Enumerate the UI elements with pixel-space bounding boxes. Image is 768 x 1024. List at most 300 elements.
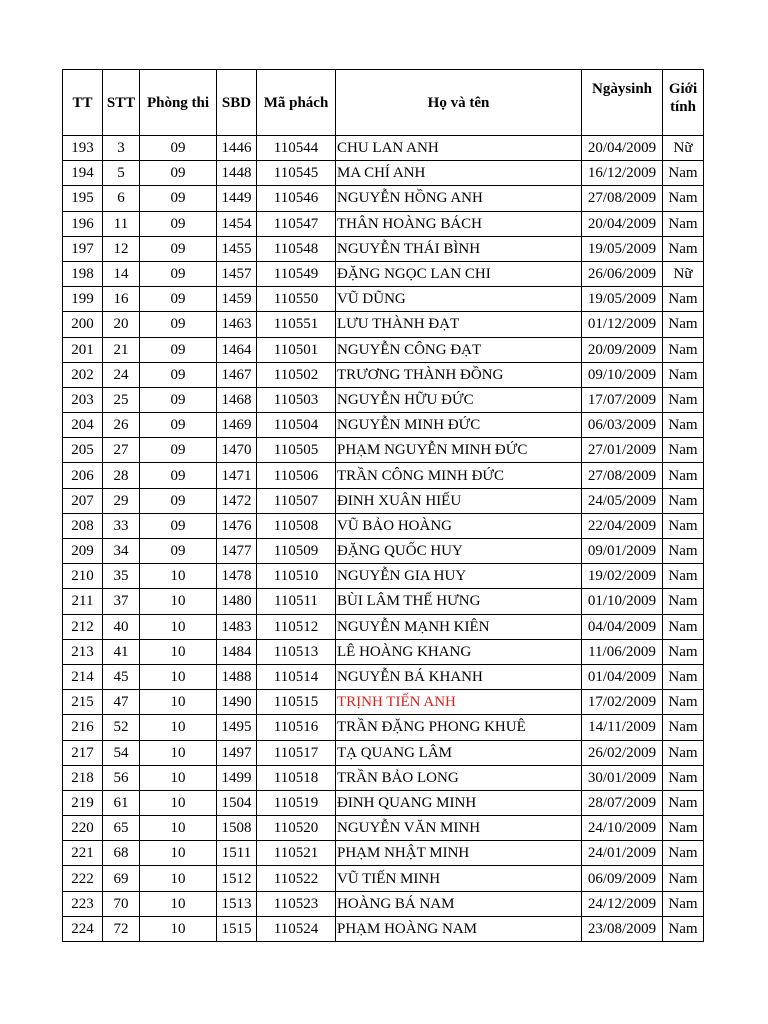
cell-code: 110516 <box>257 715 336 740</box>
cell-birth-date: 04/04/2009 <box>582 614 663 639</box>
cell-room: 09 <box>140 438 217 463</box>
cell-birth-date: 06/09/2009 <box>582 866 663 891</box>
header-tt: TT <box>63 70 103 136</box>
table-row <box>63 261 704 286</box>
cell-full-name: THÂN HOÀNG BÁCH <box>336 211 582 236</box>
cell-full-name: VŨ DŨNG <box>336 287 582 312</box>
cell-full-name: VŨ BẢO HOÀNG <box>336 513 582 538</box>
cell-stt: 33 <box>103 513 140 538</box>
cell-code: 110547 <box>257 211 336 236</box>
cell-tt: 222 <box>63 866 103 891</box>
cell-stt: 12 <box>103 236 140 261</box>
cell-birth-date: 24/12/2009 <box>582 891 663 916</box>
cell-gender: Nam <box>663 287 704 312</box>
cell-sbd: 1508 <box>217 816 257 841</box>
cell-full-name: TRỊNH TIẾN ANH <box>336 690 582 715</box>
cell-full-name: NGUYỄN GIA HUY <box>336 564 582 589</box>
cell-room: 10 <box>140 614 217 639</box>
cell-tt: 220 <box>63 816 103 841</box>
cell-full-name: NGUYỄN HỒNG ANH <box>336 186 582 211</box>
cell-gender: Nam <box>663 236 704 261</box>
cell-sbd: 1457 <box>217 261 257 286</box>
header-row <box>63 70 704 136</box>
cell-birth-date: 11/06/2009 <box>582 639 663 664</box>
header-code: Mã phách <box>257 70 336 136</box>
cell-stt: 3 <box>103 136 140 161</box>
cell-code: 110515 <box>257 690 336 715</box>
cell-full-name: HOÀNG BÁ NAM <box>336 891 582 916</box>
cell-birth-date: 09/10/2009 <box>582 362 663 387</box>
cell-birth-date: 26/06/2009 <box>582 261 663 286</box>
cell-sbd: 1464 <box>217 337 257 362</box>
cell-full-name: NGUYỄN MẠNH KIÊN <box>336 614 582 639</box>
cell-code: 110524 <box>257 916 336 941</box>
cell-sbd: 1476 <box>217 513 257 538</box>
cell-code: 110520 <box>257 816 336 841</box>
cell-gender: Nam <box>663 513 704 538</box>
cell-gender: Nam <box>663 413 704 438</box>
cell-birth-date: 27/01/2009 <box>582 438 663 463</box>
cell-stt: 27 <box>103 438 140 463</box>
cell-code: 110551 <box>257 312 336 337</box>
cell-full-name: NGUYỄN MINH ĐỨC <box>336 413 582 438</box>
cell-gender: Nam <box>663 387 704 412</box>
cell-sbd: 1477 <box>217 539 257 564</box>
cell-birth-date: 20/04/2009 <box>582 211 663 236</box>
table-row <box>63 614 704 639</box>
table-row <box>63 413 704 438</box>
cell-room: 10 <box>140 589 217 614</box>
cell-sbd: 1446 <box>217 136 257 161</box>
table-row <box>63 891 704 916</box>
cell-gender: Nam <box>663 891 704 916</box>
cell-code: 110513 <box>257 639 336 664</box>
cell-sbd: 1515 <box>217 916 257 941</box>
cell-birth-date: 09/01/2009 <box>582 539 663 564</box>
cell-code: 110521 <box>257 841 336 866</box>
cell-sbd: 1471 <box>217 463 257 488</box>
cell-stt: 16 <box>103 287 140 312</box>
cell-gender: Nam <box>663 916 704 941</box>
cell-stt: 6 <box>103 186 140 211</box>
table-row <box>63 362 704 387</box>
cell-sbd: 1472 <box>217 488 257 513</box>
cell-code: 110501 <box>257 337 336 362</box>
cell-code: 110509 <box>257 539 336 564</box>
header-stt: STT <box>103 70 140 136</box>
cell-code: 110519 <box>257 790 336 815</box>
cell-sbd: 1449 <box>217 186 257 211</box>
cell-code: 110504 <box>257 413 336 438</box>
cell-room: 10 <box>140 891 217 916</box>
cell-code: 110523 <box>257 891 336 916</box>
cell-room: 09 <box>140 136 217 161</box>
cell-sbd: 1513 <box>217 891 257 916</box>
cell-tt: 203 <box>63 387 103 412</box>
cell-sbd: 1463 <box>217 312 257 337</box>
cell-gender: Nam <box>663 715 704 740</box>
cell-birth-date: 01/10/2009 <box>582 589 663 614</box>
cell-full-name: LƯU THÀNH ĐẠT <box>336 312 582 337</box>
cell-full-name: NGUYỄN HỮU ĐỨC <box>336 387 582 412</box>
cell-room: 09 <box>140 463 217 488</box>
cell-birth-date: 01/12/2009 <box>582 312 663 337</box>
table-header <box>63 70 704 136</box>
table-row <box>63 816 704 841</box>
cell-code: 110511 <box>257 589 336 614</box>
roster-sheet <box>62 69 704 942</box>
cell-full-name: PHẠM NHẬT MINH <box>336 841 582 866</box>
cell-room: 10 <box>140 639 217 664</box>
table-row <box>63 463 704 488</box>
table-row <box>63 161 704 186</box>
cell-gender: Nam <box>663 664 704 689</box>
cell-room: 09 <box>140 387 217 412</box>
cell-room: 10 <box>140 690 217 715</box>
cell-gender: Nam <box>663 312 704 337</box>
cell-stt: 34 <box>103 539 140 564</box>
cell-gender: Nam <box>663 337 704 362</box>
cell-birth-date: 20/09/2009 <box>582 337 663 362</box>
cell-full-name: TRẦN CÔNG MINH ĐỨC <box>336 463 582 488</box>
cell-code: 110510 <box>257 564 336 589</box>
cell-sbd: 1470 <box>217 438 257 463</box>
cell-tt: 223 <box>63 891 103 916</box>
cell-code: 110546 <box>257 186 336 211</box>
cell-sbd: 1459 <box>217 287 257 312</box>
cell-tt: 199 <box>63 287 103 312</box>
cell-birth-date: 06/03/2009 <box>582 413 663 438</box>
cell-room: 10 <box>140 564 217 589</box>
cell-tt: 214 <box>63 664 103 689</box>
cell-sbd: 1499 <box>217 765 257 790</box>
cell-full-name: NGUYỄN VĂN MINH <box>336 816 582 841</box>
cell-gender: Nam <box>663 539 704 564</box>
cell-full-name: MA CHÍ ANH <box>336 161 582 186</box>
cell-tt: 205 <box>63 438 103 463</box>
cell-tt: 204 <box>63 413 103 438</box>
cell-stt: 68 <box>103 841 140 866</box>
cell-full-name: CHU LAN ANH <box>336 136 582 161</box>
cell-full-name: NGUYỄN BÁ KHANH <box>336 664 582 689</box>
cell-sbd: 1483 <box>217 614 257 639</box>
cell-sbd: 1511 <box>217 841 257 866</box>
table-row <box>63 589 704 614</box>
cell-gender: Nam <box>663 740 704 765</box>
cell-tt: 198 <box>63 261 103 286</box>
cell-sbd: 1504 <box>217 790 257 815</box>
cell-full-name: TẠ QUANG LÂM <box>336 740 582 765</box>
table-row <box>63 539 704 564</box>
cell-room: 10 <box>140 664 217 689</box>
cell-sbd: 1495 <box>217 715 257 740</box>
table-row <box>63 690 704 715</box>
table-row <box>63 916 704 941</box>
cell-stt: 61 <box>103 790 140 815</box>
cell-room: 09 <box>140 337 217 362</box>
cell-room: 09 <box>140 211 217 236</box>
cell-birth-date: 24/05/2009 <box>582 488 663 513</box>
cell-room: 09 <box>140 413 217 438</box>
cell-full-name: VŨ TIẾN MINH <box>336 866 582 891</box>
cell-room: 10 <box>140 841 217 866</box>
cell-gender: Nam <box>663 765 704 790</box>
cell-stt: 65 <box>103 816 140 841</box>
student-roster-table <box>62 69 704 942</box>
cell-birth-date: 27/08/2009 <box>582 463 663 488</box>
cell-stt: 54 <box>103 740 140 765</box>
cell-code: 110505 <box>257 438 336 463</box>
cell-gender: Nam <box>663 438 704 463</box>
cell-full-name: NGUYỄN CÔNG ĐẠT <box>336 337 582 362</box>
cell-gender: Nam <box>663 614 704 639</box>
cell-tt: 193 <box>63 136 103 161</box>
cell-code: 110517 <box>257 740 336 765</box>
cell-code: 110545 <box>257 161 336 186</box>
cell-room: 09 <box>140 186 217 211</box>
cell-tt: 217 <box>63 740 103 765</box>
cell-sbd: 1455 <box>217 236 257 261</box>
cell-stt: 24 <box>103 362 140 387</box>
cell-sbd: 1448 <box>217 161 257 186</box>
cell-stt: 35 <box>103 564 140 589</box>
table-row <box>63 236 704 261</box>
cell-gender: Nam <box>663 841 704 866</box>
table-row <box>63 564 704 589</box>
cell-sbd: 1469 <box>217 413 257 438</box>
cell-code: 110550 <box>257 287 336 312</box>
cell-stt: 47 <box>103 690 140 715</box>
cell-room: 09 <box>140 513 217 538</box>
table-row <box>63 337 704 362</box>
cell-full-name: BÙI LÂM THẾ HƯNG <box>336 589 582 614</box>
cell-sbd: 1488 <box>217 664 257 689</box>
cell-tt: 210 <box>63 564 103 589</box>
cell-code: 110502 <box>257 362 336 387</box>
cell-stt: 45 <box>103 664 140 689</box>
cell-code: 110544 <box>257 136 336 161</box>
cell-birth-date: 19/05/2009 <box>582 287 663 312</box>
table-row <box>63 765 704 790</box>
cell-birth-date: 17/07/2009 <box>582 387 663 412</box>
cell-gender: Nam <box>663 816 704 841</box>
cell-full-name: NGUYỄN THÁI BÌNH <box>336 236 582 261</box>
cell-birth-date: 14/11/2009 <box>582 715 663 740</box>
cell-gender: Nam <box>663 463 704 488</box>
cell-stt: 25 <box>103 387 140 412</box>
cell-tt: 215 <box>63 690 103 715</box>
cell-full-name: LÊ HOÀNG KHANG <box>336 639 582 664</box>
cell-full-name: TRẦN ĐẶNG PHONG KHUÊ <box>336 715 582 740</box>
cell-tt: 208 <box>63 513 103 538</box>
table-row <box>63 740 704 765</box>
cell-birth-date: 30/01/2009 <box>582 765 663 790</box>
cell-stt: 69 <box>103 866 140 891</box>
cell-gender: Nam <box>663 589 704 614</box>
table-row <box>63 488 704 513</box>
table-row <box>63 438 704 463</box>
cell-stt: 56 <box>103 765 140 790</box>
cell-stt: 28 <box>103 463 140 488</box>
cell-gender: Nam <box>663 186 704 211</box>
cell-birth-date: 23/08/2009 <box>582 916 663 941</box>
table-row <box>63 287 704 312</box>
cell-birth-date: 28/07/2009 <box>582 790 663 815</box>
cell-stt: 21 <box>103 337 140 362</box>
cell-tt: 202 <box>63 362 103 387</box>
table-row <box>63 866 704 891</box>
cell-sbd: 1480 <box>217 589 257 614</box>
cell-room: 10 <box>140 816 217 841</box>
cell-gender: Nam <box>663 690 704 715</box>
cell-room: 09 <box>140 312 217 337</box>
cell-code: 110503 <box>257 387 336 412</box>
cell-stt: 5 <box>103 161 140 186</box>
cell-room: 09 <box>140 261 217 286</box>
cell-sbd: 1467 <box>217 362 257 387</box>
cell-full-name: TRƯƠNG THÀNH ĐỒNG <box>336 362 582 387</box>
table-row <box>63 513 704 538</box>
cell-gender: Nam <box>663 866 704 891</box>
cell-stt: 37 <box>103 589 140 614</box>
header-name: Họ và tên <box>336 70 582 136</box>
cell-gender: Nam <box>663 488 704 513</box>
cell-tt: 221 <box>63 841 103 866</box>
cell-stt: 14 <box>103 261 140 286</box>
cell-birth-date: 17/02/2009 <box>582 690 663 715</box>
cell-tt: 200 <box>63 312 103 337</box>
cell-stt: 41 <box>103 639 140 664</box>
cell-code: 110508 <box>257 513 336 538</box>
cell-birth-date: 19/02/2009 <box>582 564 663 589</box>
cell-tt: 218 <box>63 765 103 790</box>
cell-room: 09 <box>140 236 217 261</box>
cell-gender: Nam <box>663 564 704 589</box>
table-row <box>63 715 704 740</box>
cell-gender: Nữ <box>663 136 704 161</box>
cell-tt: 209 <box>63 539 103 564</box>
cell-tt: 194 <box>63 161 103 186</box>
header-room: Phòng thi <box>140 70 217 136</box>
table-row <box>63 639 704 664</box>
cell-stt: 20 <box>103 312 140 337</box>
cell-full-name: PHẠM NGUYỄN MINH ĐỨC <box>336 438 582 463</box>
cell-room: 10 <box>140 740 217 765</box>
cell-sbd: 1454 <box>217 211 257 236</box>
cell-birth-date: 24/01/2009 <box>582 841 663 866</box>
cell-tt: 201 <box>63 337 103 362</box>
cell-birth-date: 01/04/2009 <box>582 664 663 689</box>
cell-room: 10 <box>140 790 217 815</box>
cell-code: 110507 <box>257 488 336 513</box>
table-row <box>63 312 704 337</box>
cell-full-name: ĐINH XUÂN HIẾU <box>336 488 582 513</box>
cell-birth-date: 22/04/2009 <box>582 513 663 538</box>
cell-stt: 11 <box>103 211 140 236</box>
cell-sbd: 1484 <box>217 639 257 664</box>
table-body <box>63 136 704 942</box>
cell-stt: 40 <box>103 614 140 639</box>
cell-tt: 207 <box>63 488 103 513</box>
cell-gender: Nữ <box>663 261 704 286</box>
cell-full-name: ĐẶNG NGỌC LAN CHI <box>336 261 582 286</box>
table-row <box>63 841 704 866</box>
cell-tt: 212 <box>63 614 103 639</box>
cell-birth-date: 26/02/2009 <box>582 740 663 765</box>
cell-sbd: 1490 <box>217 690 257 715</box>
cell-room: 10 <box>140 765 217 790</box>
cell-sbd: 1478 <box>217 564 257 589</box>
cell-room: 09 <box>140 287 217 312</box>
cell-stt: 70 <box>103 891 140 916</box>
cell-sbd: 1468 <box>217 387 257 412</box>
cell-gender: Nam <box>663 790 704 815</box>
cell-tt: 195 <box>63 186 103 211</box>
cell-room: 10 <box>140 866 217 891</box>
cell-sbd: 1512 <box>217 866 257 891</box>
cell-stt: 29 <box>103 488 140 513</box>
cell-room: 09 <box>140 539 217 564</box>
cell-code: 110512 <box>257 614 336 639</box>
cell-birth-date: 19/05/2009 <box>582 236 663 261</box>
cell-room: 09 <box>140 488 217 513</box>
cell-tt: 197 <box>63 236 103 261</box>
cell-tt: 213 <box>63 639 103 664</box>
cell-code: 110506 <box>257 463 336 488</box>
cell-birth-date: 20/04/2009 <box>582 136 663 161</box>
cell-stt: 26 <box>103 413 140 438</box>
cell-full-name: TRẦN BẢO LONG <box>336 765 582 790</box>
cell-code: 110548 <box>257 236 336 261</box>
cell-gender: Nam <box>663 211 704 236</box>
cell-tt: 206 <box>63 463 103 488</box>
header-gender: Giới tính <box>663 70 704 136</box>
cell-birth-date: 27/08/2009 <box>582 186 663 211</box>
table-row <box>63 664 704 689</box>
cell-stt: 52 <box>103 715 140 740</box>
table-row <box>63 136 704 161</box>
cell-tt: 224 <box>63 916 103 941</box>
cell-gender: Nam <box>663 639 704 664</box>
header-sbd: SBD <box>217 70 257 136</box>
cell-room: 10 <box>140 916 217 941</box>
cell-full-name: PHẠM HOÀNG NAM <box>336 916 582 941</box>
cell-stt: 72 <box>103 916 140 941</box>
cell-code: 110522 <box>257 866 336 891</box>
cell-gender: Nam <box>663 362 704 387</box>
cell-room: 09 <box>140 362 217 387</box>
cell-full-name: ĐINH QUANG MINH <box>336 790 582 815</box>
cell-room: 10 <box>140 715 217 740</box>
cell-room: 09 <box>140 161 217 186</box>
header-dob: Ngàysinh <box>582 70 663 136</box>
cell-tt: 211 <box>63 589 103 614</box>
cell-tt: 219 <box>63 790 103 815</box>
table-row <box>63 387 704 412</box>
cell-tt: 216 <box>63 715 103 740</box>
cell-code: 110518 <box>257 765 336 790</box>
table-row <box>63 211 704 236</box>
cell-gender: Nam <box>663 161 704 186</box>
table-row <box>63 790 704 815</box>
cell-full-name: ĐẶNG QUỐC HUY <box>336 539 582 564</box>
cell-birth-date: 16/12/2009 <box>582 161 663 186</box>
cell-code: 110514 <box>257 664 336 689</box>
table-row <box>63 186 704 211</box>
cell-code: 110549 <box>257 261 336 286</box>
cell-tt: 196 <box>63 211 103 236</box>
cell-birth-date: 24/10/2009 <box>582 816 663 841</box>
